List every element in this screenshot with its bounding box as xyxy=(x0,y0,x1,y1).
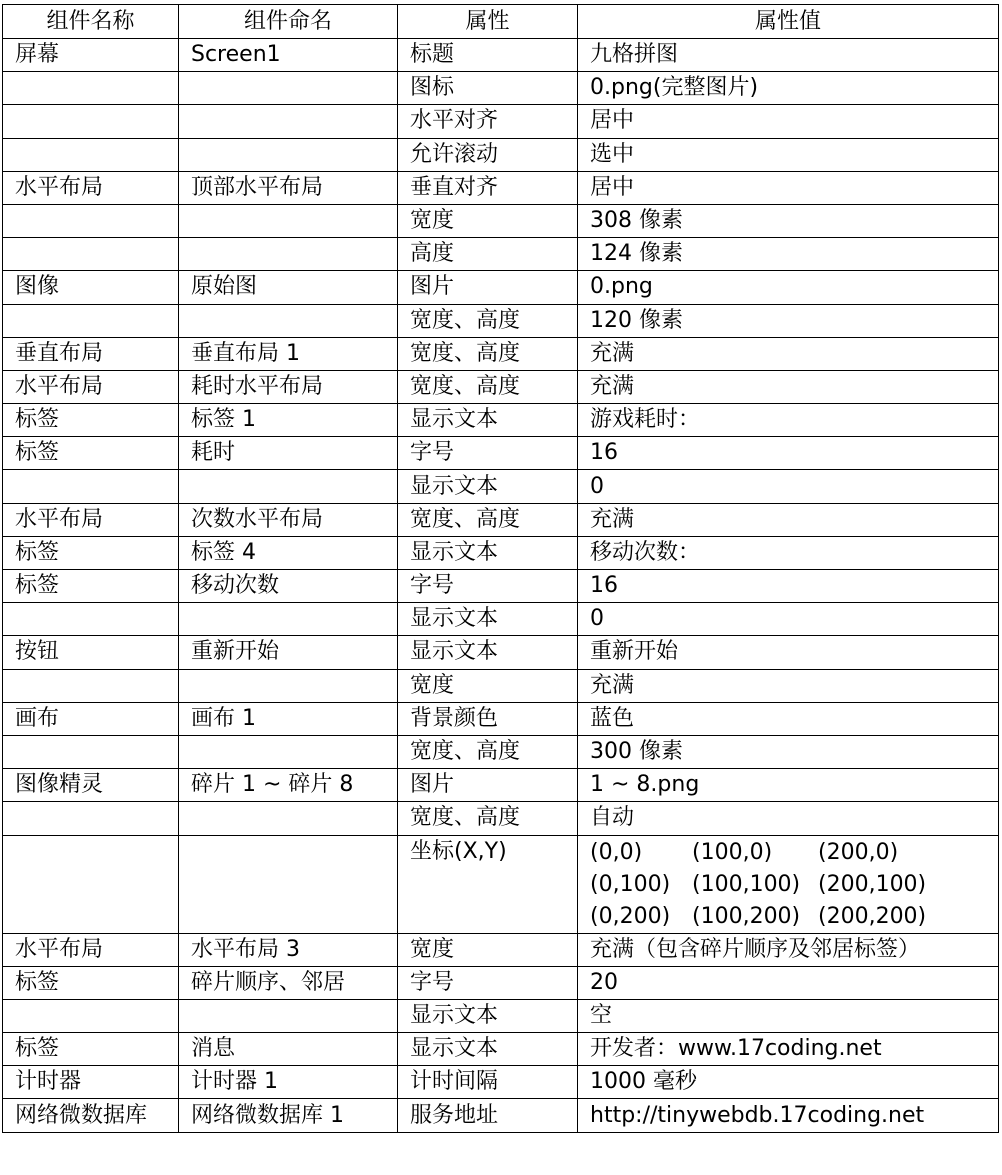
cell-component-type: 水平布局 xyxy=(3,933,179,966)
cell-property: 宽度、高度 xyxy=(398,802,578,835)
cell-property-value: 开发者：www.17coding.net xyxy=(578,1033,999,1066)
cell-property-value: 20 xyxy=(578,966,999,999)
table-row xyxy=(3,669,999,702)
cell-property: 宽度 xyxy=(398,204,578,237)
table-row xyxy=(3,238,999,271)
cell-component-type: 图像精灵 xyxy=(3,769,179,802)
table-row xyxy=(3,802,999,835)
cell-component-name xyxy=(179,603,398,636)
cell-property-value: 充满 xyxy=(578,669,999,702)
cell-property-value: 0 xyxy=(578,470,999,503)
cell-component-type xyxy=(3,138,179,171)
cell-property-value: 1000 毫秒 xyxy=(578,1066,999,1099)
cell-property-value: 充满 xyxy=(578,370,999,403)
cell-property-value: 九格拼图 xyxy=(578,39,999,72)
cell-component-name: 碎片 1 ~ 碎片 8 xyxy=(179,769,398,802)
cell-property: 图片 xyxy=(398,769,578,802)
cell-property-value: 0 xyxy=(578,603,999,636)
table-row xyxy=(3,536,999,569)
cell-property-value: 120 像素 xyxy=(578,304,999,337)
coordinate-value: (200,0) xyxy=(818,839,899,865)
coordinate-value: (200,100) xyxy=(818,871,927,897)
cell-component-type xyxy=(3,470,179,503)
cell-property-value: 空 xyxy=(578,999,999,1032)
cell-property-value: 308 像素 xyxy=(578,204,999,237)
cell-component-type xyxy=(3,802,179,835)
coordinate-value: (100,200) xyxy=(692,903,801,929)
cell-component-type: 标签 xyxy=(3,404,179,437)
cell-property: 显示文本 xyxy=(398,1033,578,1066)
cell-component-name: 垂直布局 1 xyxy=(179,337,398,370)
cell-property: 宽度 xyxy=(398,669,578,702)
cell-property: 图片 xyxy=(398,271,578,304)
cell-property: 显示文本 xyxy=(398,603,578,636)
table-row xyxy=(3,171,999,204)
cell-property-value: 1 ~ 8.png xyxy=(578,769,999,802)
table-row xyxy=(3,999,999,1032)
cell-component-type: 标签 xyxy=(3,536,179,569)
cell-coordinate-values xyxy=(578,835,999,933)
cell-property: 计时间隔 xyxy=(398,1066,578,1099)
table-row xyxy=(3,503,999,536)
cell-property-value: 选中 xyxy=(578,138,999,171)
table-row xyxy=(3,702,999,735)
table-row xyxy=(3,370,999,403)
cell-property: 水平对齐 xyxy=(398,105,578,138)
cell-property: 字号 xyxy=(398,966,578,999)
coordinate-grid xyxy=(590,837,986,933)
cell-component-name xyxy=(179,72,398,105)
coordinate-value: (100,100) xyxy=(692,871,801,897)
cell-component-name: 消息 xyxy=(179,1033,398,1066)
cell-property: 宽度、高度 xyxy=(398,304,578,337)
cell-component-type xyxy=(3,238,179,271)
cell-component-name xyxy=(179,999,398,1032)
header-row xyxy=(3,5,999,39)
cell-component-type: 水平布局 xyxy=(3,370,179,403)
cell-component-name xyxy=(179,138,398,171)
cell-property: 字号 xyxy=(398,570,578,603)
table-row xyxy=(3,271,999,304)
cell-property-value: 移动次数： xyxy=(578,536,999,569)
cell-component-type: 标签 xyxy=(3,437,179,470)
cell-component-type xyxy=(3,735,179,768)
cell-component-name: 耗时水平布局 xyxy=(179,370,398,403)
header-property: 属性 xyxy=(398,5,578,39)
header-property-value: 属性值 xyxy=(578,5,999,39)
cell-property-value: 16 xyxy=(578,570,999,603)
cell-component-name xyxy=(179,304,398,337)
cell-property: 显示文本 xyxy=(398,470,578,503)
cell-component-name: Screen1 xyxy=(179,39,398,72)
cell-component-name xyxy=(179,735,398,768)
cell-property-value: 自动 xyxy=(578,802,999,835)
cell-component-name: 重新开始 xyxy=(179,636,398,669)
table-row xyxy=(3,603,999,636)
table-row xyxy=(3,636,999,669)
cell-component-name: 画布 1 xyxy=(179,702,398,735)
cell-component-type xyxy=(3,603,179,636)
table-row xyxy=(3,437,999,470)
table-row xyxy=(3,72,999,105)
coordinate-value: (100,0) xyxy=(692,839,773,865)
table-row xyxy=(3,933,999,966)
cell-component-name xyxy=(179,238,398,271)
cell-property: 允许滚动 xyxy=(398,138,578,171)
cell-component-type: 标签 xyxy=(3,966,179,999)
cell-component-name xyxy=(179,204,398,237)
table-row xyxy=(3,404,999,437)
cell-property-value: 蓝色 xyxy=(578,702,999,735)
table-body xyxy=(3,39,999,1133)
coordinate-value: (0,0) xyxy=(590,839,643,865)
table-row xyxy=(3,138,999,171)
cell-property: 宽度、高度 xyxy=(398,337,578,370)
table-row xyxy=(3,39,999,72)
cell-property-value: http://tinywebdb.17coding.net xyxy=(578,1099,999,1132)
cell-property: 宽度、高度 xyxy=(398,735,578,768)
table-row xyxy=(3,570,999,603)
cell-component-type: 水平布局 xyxy=(3,503,179,536)
cell-property-value: 居中 xyxy=(578,105,999,138)
cell-property-value: 0.png(完整图片) xyxy=(578,72,999,105)
cell-property: 高度 xyxy=(398,238,578,271)
cell-component-type xyxy=(3,835,179,933)
cell-property-value: 重新开始 xyxy=(578,636,999,669)
cell-component-name: 移动次数 xyxy=(179,570,398,603)
cell-property: 字号 xyxy=(398,437,578,470)
cell-property-value: 16 xyxy=(578,437,999,470)
table-row xyxy=(3,337,999,370)
cell-property: 显示文本 xyxy=(398,636,578,669)
cell-property: 服务地址 xyxy=(398,1099,578,1132)
cell-property: 显示文本 xyxy=(398,404,578,437)
cell-component-type xyxy=(3,72,179,105)
coordinate-line xyxy=(590,837,986,869)
table-row xyxy=(3,1099,999,1132)
cell-component-type xyxy=(3,999,179,1032)
cell-component-name: 顶部水平布局 xyxy=(179,171,398,204)
table-row xyxy=(3,735,999,768)
table-row xyxy=(3,966,999,999)
cell-component-name: 耗时 xyxy=(179,437,398,470)
cell-component-name xyxy=(179,105,398,138)
table-row xyxy=(3,769,999,802)
cell-component-type: 按钮 xyxy=(3,636,179,669)
cell-property-value: 充满 xyxy=(578,503,999,536)
cell-component-name xyxy=(179,835,398,933)
cell-property: 坐标(X,Y) xyxy=(398,835,578,933)
cell-component-name: 原始图 xyxy=(179,271,398,304)
table-row xyxy=(3,204,999,237)
cell-property: 标题 xyxy=(398,39,578,72)
cell-component-type xyxy=(3,105,179,138)
cell-component-type: 计时器 xyxy=(3,1066,179,1099)
cell-property: 显示文本 xyxy=(398,999,578,1032)
cell-component-type xyxy=(3,204,179,237)
cell-component-type: 垂直布局 xyxy=(3,337,179,370)
cell-property-value: 充满 xyxy=(578,337,999,370)
cell-property: 背景颜色 xyxy=(398,702,578,735)
cell-component-type: 标签 xyxy=(3,570,179,603)
cell-component-type: 画布 xyxy=(3,702,179,735)
header-component-type: 组件名称 xyxy=(3,5,179,39)
coordinate-line xyxy=(590,869,986,901)
cell-component-name: 标签 1 xyxy=(179,404,398,437)
cell-component-type: 标签 xyxy=(3,1033,179,1066)
cell-component-name: 计时器 1 xyxy=(179,1066,398,1099)
cell-property-value: 充满（包含碎片顺序及邻居标签） xyxy=(578,933,999,966)
table-row xyxy=(3,1033,999,1066)
cell-property-value: 游戏耗时： xyxy=(578,404,999,437)
cell-component-name: 标签 4 xyxy=(179,536,398,569)
cell-property: 垂直对齐 xyxy=(398,171,578,204)
coordinate-value: (0,100) xyxy=(590,871,671,897)
cell-component-name xyxy=(179,470,398,503)
cell-component-type: 屏幕 xyxy=(3,39,179,72)
cell-component-name: 网络微数据库 1 xyxy=(179,1099,398,1132)
cell-component-type: 网络微数据库 xyxy=(3,1099,179,1132)
cell-property: 宽度 xyxy=(398,933,578,966)
cell-component-name xyxy=(179,669,398,702)
cell-component-name: 碎片顺序、邻居 xyxy=(179,966,398,999)
cell-property-value: 300 像素 xyxy=(578,735,999,768)
component-property-table xyxy=(2,4,999,1133)
cell-property-value: 居中 xyxy=(578,171,999,204)
table-row xyxy=(3,1066,999,1099)
cell-property: 显示文本 xyxy=(398,536,578,569)
table-row-coordinates xyxy=(3,835,999,933)
cell-component-type: 水平布局 xyxy=(3,171,179,204)
coordinate-line xyxy=(590,901,986,933)
table-header xyxy=(3,5,999,39)
coordinate-value: (0,200) xyxy=(590,903,671,929)
cell-component-type xyxy=(3,304,179,337)
table-row xyxy=(3,304,999,337)
table-row xyxy=(3,105,999,138)
cell-property: 图标 xyxy=(398,72,578,105)
cell-property: 宽度、高度 xyxy=(398,503,578,536)
coordinate-value: (200,200) xyxy=(818,903,927,929)
cell-component-name: 次数水平布局 xyxy=(179,503,398,536)
cell-component-type xyxy=(3,669,179,702)
cell-property-value: 124 像素 xyxy=(578,238,999,271)
table-row xyxy=(3,470,999,503)
cell-property: 宽度、高度 xyxy=(398,370,578,403)
cell-component-name: 水平布局 3 xyxy=(179,933,398,966)
cell-component-type: 图像 xyxy=(3,271,179,304)
header-component-name: 组件命名 xyxy=(179,5,398,39)
cell-component-name xyxy=(179,802,398,835)
cell-property-value: 0.png xyxy=(578,271,999,304)
